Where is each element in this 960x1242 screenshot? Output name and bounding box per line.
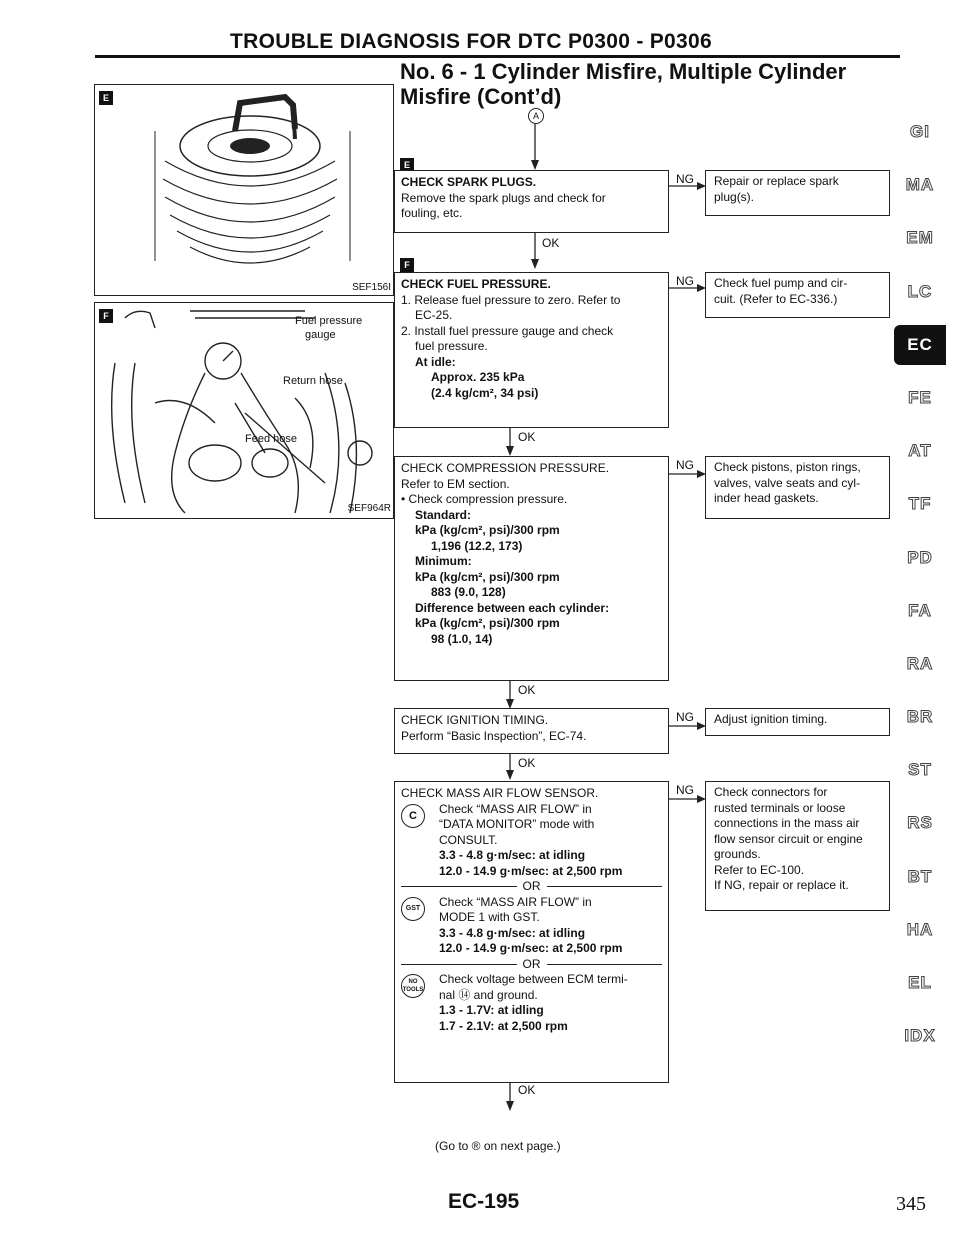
- spec-value: (2.4 kg/cm², 34 psi): [431, 385, 539, 400]
- side-tab-lc[interactable]: LC: [907, 281, 933, 301]
- difference-label: Difference between each cylinder:: [415, 600, 610, 615]
- difference-value: 98 (1.0, 14): [431, 631, 493, 646]
- side-tab-ha[interactable]: HA: [906, 919, 934, 939]
- connector-a-label: A: [532, 111, 539, 121]
- result-line: cuit. (Refer to EC-336.): [714, 291, 838, 306]
- spec-value: Approx. 235 kPa: [431, 370, 525, 384]
- result-line: Check pistons, piston rings,: [714, 460, 861, 474]
- standard-unit: kPa (kg/cm², psi)/300 rpm: [415, 523, 560, 537]
- step-check-compression: [394, 456, 669, 681]
- or-divider: [401, 879, 662, 895]
- notools-spec: 1.3 - 1.7V: at idling: [439, 1003, 544, 1017]
- result-line: Refer to EC-100.: [714, 862, 805, 877]
- step-line: fuel pressure.: [415, 339, 488, 353]
- step-check-fuel-pressure: [394, 272, 669, 428]
- fuel-gauge-illustration: [95, 303, 393, 518]
- header-rule: [95, 55, 900, 58]
- ng-label: NG: [676, 710, 694, 724]
- step-line: Perform “Basic Inspection”, EC-74.: [401, 728, 587, 743]
- connector-a-arrow: [520, 122, 550, 172]
- gst-block: [401, 895, 662, 957]
- notools-line: nal ⑭ and ground.: [439, 987, 538, 1002]
- figure-code: SEF156I: [352, 282, 391, 293]
- step-check-maf-sensor: [394, 781, 669, 1083]
- consult-line: “DATA MONITOR” mode with: [439, 817, 595, 831]
- step-title: CHECK IGNITION TIMING.: [401, 713, 549, 727]
- side-tabs: [894, 112, 946, 1056]
- label-gauge: gauge: [305, 329, 336, 341]
- ok-arrow: [500, 754, 520, 782]
- gst-line: MODE 1 with GST.: [439, 910, 540, 924]
- ng-label: NG: [676, 274, 694, 288]
- gst-line: Check “MASS AIR FLOW” in: [439, 894, 592, 909]
- result-check-fuel-pump: [705, 272, 890, 318]
- result-line: Check fuel pump and cir-: [714, 276, 848, 290]
- figure-code: SEF964R: [347, 503, 391, 514]
- no-tools-icon-label: NO TOOLS: [402, 979, 424, 993]
- at-idle-label: At idle:: [415, 354, 456, 369]
- result-line: plug(s).: [714, 189, 755, 204]
- consult-icon: [401, 804, 425, 828]
- side-tab-ec[interactable]: EC: [894, 325, 946, 365]
- consult-spec: 12.0 - 14.9 g·m/sec: at 2,500 rpm: [439, 863, 623, 878]
- side-tab-gi[interactable]: GI: [910, 122, 930, 141]
- page-subtitle: [400, 59, 920, 109]
- result-line: Check connectors for: [714, 785, 828, 799]
- result-line: Adjust ignition timing.: [714, 712, 828, 726]
- notools-spec: 1.7 - 2.1V: at 2,500 rpm: [439, 1018, 568, 1033]
- ok-arrow: [500, 428, 520, 458]
- side-tab-fe[interactable]: FE: [908, 387, 932, 407]
- consult-spec: 3.3 - 4.8 g·m/sec: at idling: [439, 848, 586, 862]
- label-fuel-pressure: Fuel pressure: [295, 315, 363, 327]
- step-check-spark-plugs: [394, 170, 669, 233]
- page-header-title: TROUBLE DIAGNOSIS FOR DTC P0300 - P0306: [230, 30, 712, 53]
- side-tab-ra[interactable]: RA: [906, 653, 934, 673]
- ng-label: NG: [676, 458, 694, 472]
- step-check-ignition-timing: [394, 708, 669, 754]
- or-label: OR: [522, 956, 541, 971]
- ok-label: OK: [518, 683, 536, 697]
- ok-label: OK: [518, 1083, 536, 1097]
- standard-value: 1,196 (12.2, 173): [431, 538, 523, 553]
- step-title: CHECK COMPRESSION PRESSURE.: [401, 461, 610, 475]
- ok-arrow: [500, 1083, 520, 1113]
- step-line: EC-25.: [415, 308, 453, 322]
- consult-line: Check “MASS AIR FLOW” in: [439, 801, 592, 816]
- page-footer-code: EC-195: [448, 1190, 520, 1213]
- gst-spec: 3.3 - 4.8 g·m/sec: at idling: [439, 925, 586, 940]
- step-line: 2. Install fuel pressure gauge and check: [401, 323, 614, 338]
- ng-arrow: [669, 793, 707, 805]
- step-line: • Check compression pressure.: [401, 492, 568, 506]
- result-adjust-ignition: [705, 708, 890, 736]
- result-check-pistons: [705, 456, 890, 519]
- step-line: 1. Release fuel pressure to zero. Refer to: [401, 292, 621, 307]
- step-title: CHECK SPARK PLUGS.: [401, 175, 537, 189]
- result-line: rusted terminals or loose: [714, 800, 846, 815]
- page-number: 345: [896, 1193, 926, 1215]
- result-line: flow sensor circuit or engine: [714, 831, 863, 846]
- side-tab-fa[interactable]: FA: [908, 600, 932, 620]
- side-tab-br[interactable]: BR: [906, 707, 934, 727]
- result-line: inder head gaskets.: [714, 491, 819, 505]
- step-title: CHECK FUEL PRESSURE.: [401, 277, 551, 291]
- figure-badge: F: [99, 309, 113, 323]
- ng-label: NG: [676, 172, 694, 186]
- ok-label: OK: [518, 756, 536, 770]
- step-badge: E: [400, 158, 414, 172]
- side-tab-bt[interactable]: BT: [907, 866, 933, 886]
- figure-fuel-gauge: [94, 302, 394, 519]
- step-badge: F: [400, 258, 414, 272]
- step-line: Refer to EM section.: [401, 476, 510, 491]
- consult-line: CONSULT.: [439, 832, 498, 847]
- result-check-connectors: [705, 781, 890, 911]
- label-return-hose: Return hose: [283, 375, 343, 387]
- ng-label: NG: [676, 783, 694, 797]
- gst-spec: 12.0 - 14.9 g·m/sec: at 2,500 rpm: [439, 941, 623, 955]
- notools-line: Check voltage between ECM termi-: [439, 972, 628, 986]
- spark-plug-illustration: [145, 91, 375, 281]
- notools-block: [401, 972, 662, 1034]
- side-tab-column: [894, 112, 946, 1069]
- side-tab-pd[interactable]: PD: [907, 547, 933, 567]
- side-tab-at[interactable]: AT: [908, 441, 932, 461]
- minimum-unit: kPa (kg/cm², psi)/300 rpm: [415, 569, 560, 584]
- difference-unit: kPa (kg/cm², psi)/300 rpm: [415, 616, 560, 630]
- minimum-label: Minimum:: [415, 554, 472, 568]
- result-repair-spark-plugs: [705, 170, 890, 216]
- minimum-value: 883 (9.0, 128): [431, 585, 506, 599]
- or-divider: [401, 957, 662, 973]
- side-tab-st[interactable]: ST: [908, 760, 932, 780]
- side-tab-el[interactable]: EL: [908, 973, 932, 992]
- gst-icon: [401, 897, 425, 921]
- consult-block: [401, 802, 662, 880]
- side-tab-em[interactable]: EM: [906, 228, 934, 248]
- step-line: Remove the spark plugs and check for: [401, 190, 606, 205]
- subtitle-line-2: Misfire (Cont’d): [400, 84, 562, 109]
- result-line: valves, valve seats and cyl-: [714, 475, 861, 490]
- ok-label: OK: [542, 236, 560, 250]
- go-to-next-page: (Go to ® on next page.): [435, 1139, 561, 1153]
- figure-badge: E: [99, 91, 113, 105]
- result-line: connections in the mass air: [714, 816, 860, 830]
- ng-arrow: [669, 720, 707, 732]
- consult-icon-label: C: [409, 809, 417, 822]
- figure-spark-plug: [94, 84, 394, 296]
- no-tools-icon: [401, 974, 425, 998]
- result-line: If NG, repair or replace it.: [714, 878, 849, 892]
- label-feed-hose: Feed hose: [245, 433, 297, 445]
- side-tab-tf[interactable]: TF: [908, 494, 932, 514]
- result-line: grounds.: [714, 847, 761, 861]
- side-tab-ma[interactable]: MA: [905, 175, 935, 195]
- step-line: fouling, etc.: [401, 206, 463, 220]
- ok-arrow: [500, 681, 520, 711]
- ng-arrow: [669, 282, 707, 294]
- standard-label: Standard:: [415, 507, 472, 522]
- ng-arrow: [669, 468, 707, 480]
- side-tab-rs[interactable]: RS: [907, 813, 933, 833]
- or-label: OR: [522, 879, 541, 893]
- ok-label: OK: [518, 430, 536, 444]
- side-tab-idx[interactable]: IDX: [904, 1026, 936, 1046]
- subtitle-line-1: No. 6 - 1 Cylinder Misfire, Multiple Cylinder: [400, 59, 847, 84]
- result-line: Repair or replace spark: [714, 174, 839, 188]
- gst-icon-label: GST: [405, 904, 421, 912]
- ng-arrow: [669, 180, 707, 192]
- step-title: CHECK MASS AIR FLOW SENSOR.: [401, 786, 599, 800]
